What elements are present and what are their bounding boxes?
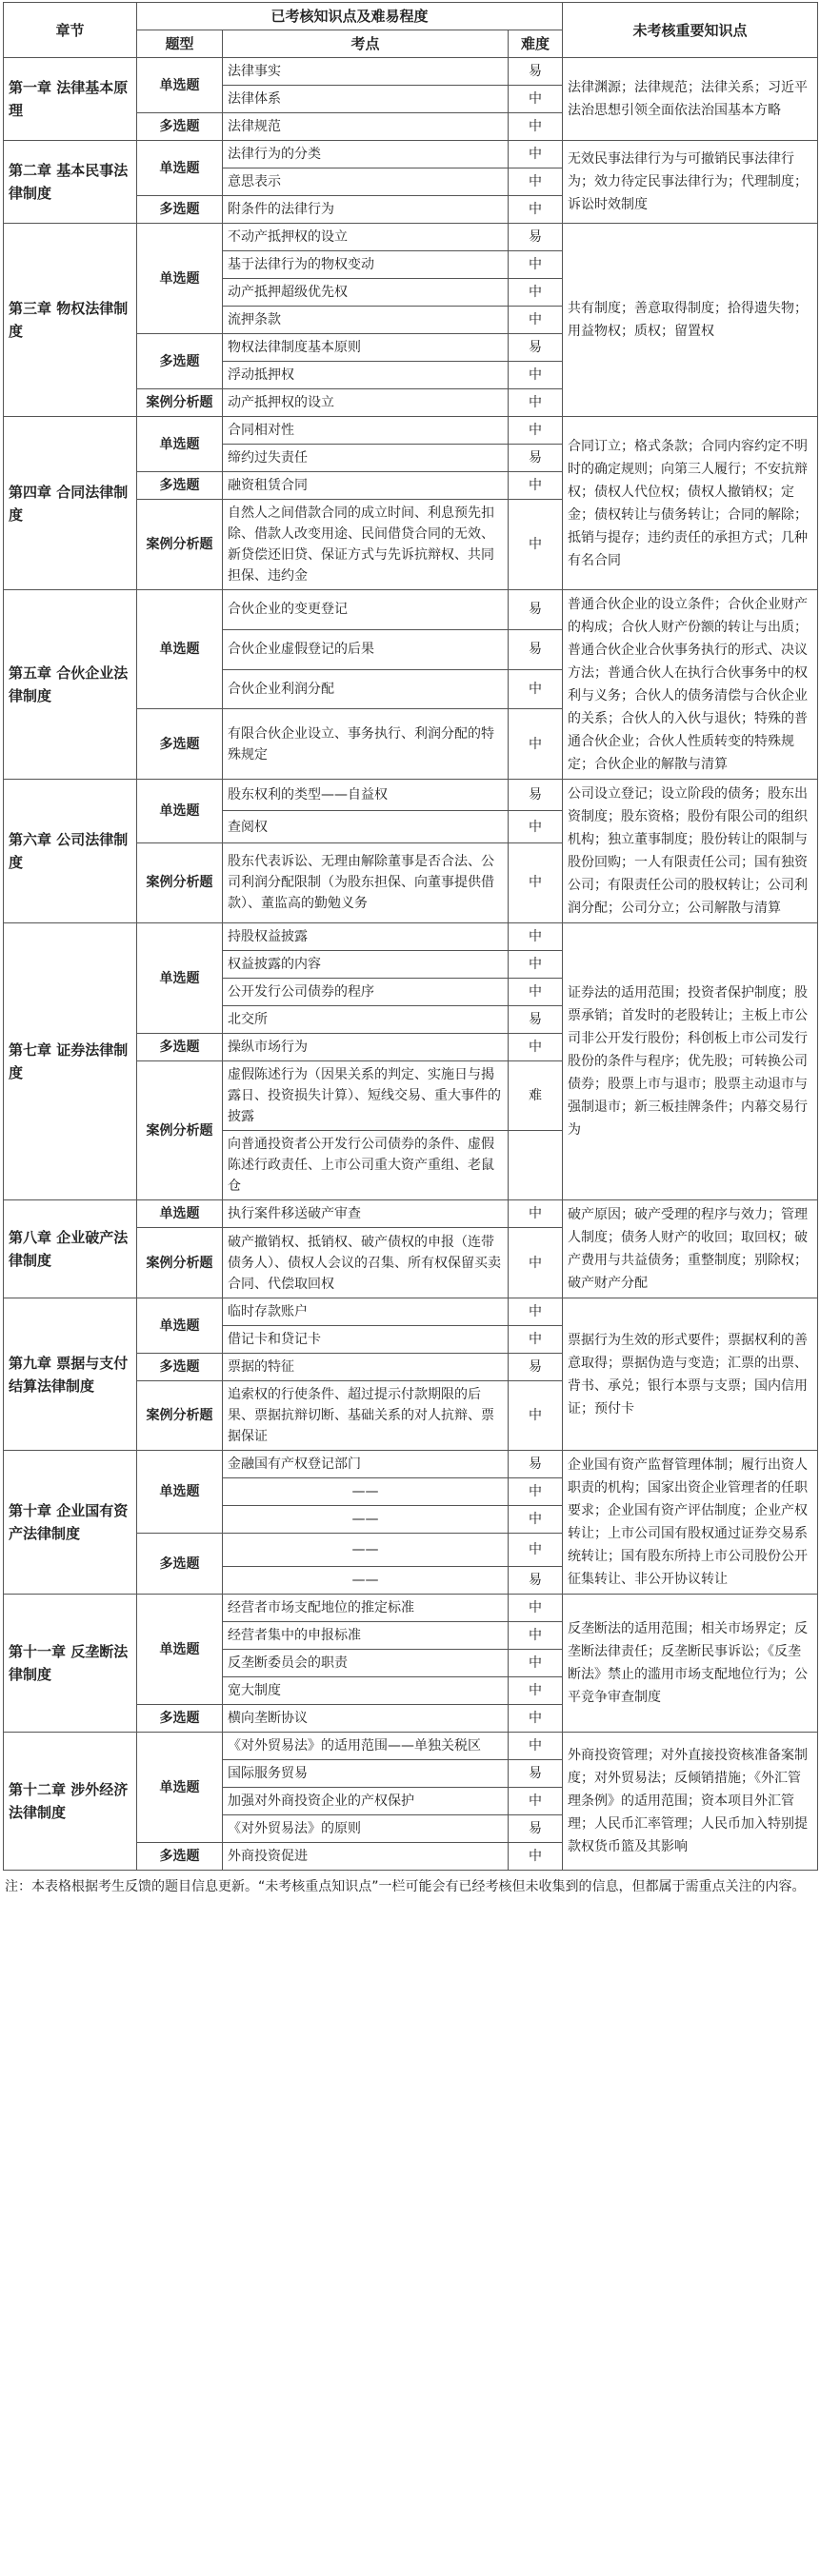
question-type: 多选题 [137,709,223,780]
chapter-name: 第八章 企业破产法律制度 [4,1200,137,1298]
difficulty: 易 [509,780,563,811]
question-type: 多选题 [137,1034,223,1061]
exam-point: 法律体系 [223,86,509,113]
question-type: 多选题 [137,1354,223,1381]
table-row [4,1298,818,1326]
difficulty: 易 [509,629,563,669]
knowledge-table [3,2,818,1871]
exam-point: 持股权益披露 [223,923,509,951]
chapter-name: 第五章 合伙企业法律制度 [4,590,137,780]
exam-point: 操纵市场行为 [223,1034,509,1061]
unexamined-points: 票据行为生效的形式要件；票据权利的善意取得；票据伪造与变造；汇票的出票、背书、承兑；银行本票与支票；国内信用证；预付卡 [563,1298,818,1451]
chapter-name: 第二章 基本民事法律制度 [4,141,137,224]
difficulty: 中 [509,1788,563,1815]
difficulty: 中 [509,1381,563,1451]
question-type: 单选题 [137,224,223,334]
footnote: 注：本表格根据考生反馈的题目信息更新。“未考核重点知识点”一栏可能会有已经考核但未收集到的信息，但都属于需重点关注的内容。 [5,1879,806,1894]
exam-point: 追索权的行使条件、超过提示付款期限的后果、票据抗辩切断、基础关系的对人抗辩、票据保证 [223,1381,509,1451]
exam-point: 借记卡和贷记卡 [223,1326,509,1354]
question-type: 多选题 [137,1534,223,1595]
knowledge-table-page [0,2,820,2576]
exam-point: 北交所 [223,1006,509,1034]
exam-point: —— [223,1478,509,1506]
exam-point: 自然人之间借款合同的成立时间、利息预先扣除、借款人改变用途、民间借贷合同的无效、新贷偿还旧贷、保证方式与先诉抗辩权、共同担保、违约金 [223,500,509,590]
unexamined-points: 破产原因；破产受理的程序与效力；管理人制度；债务人财产的收回；取回权；破产费用与共益债务；重整制度；别除权；破产财产分配 [563,1200,818,1298]
exam-point: 国际服务贸易 [223,1760,509,1788]
question-type: 单选题 [137,1298,223,1354]
chapter-name: 第一章 法律基本原理 [4,58,137,141]
difficulty: 中 [509,389,563,417]
unexamined-points: 外商投资管理；对外直接投资核准备案制度；对外贸易法；反倾销措施；《外汇管理条例》的适用范围；资本项目外汇管理；人民币汇率管理；人民币加入特别提款权货币篮及其影响 [563,1733,818,1871]
exam-point: 基于法律行为的物权变动 [223,251,509,279]
difficulty: 中 [509,279,563,307]
difficulty: 中 [509,669,563,709]
chapter-name: 第十二章 涉外经济法律制度 [4,1733,137,1871]
table-row [4,141,818,168]
table-row [4,417,818,445]
difficulty: 中 [509,979,563,1006]
exam-point: —— [223,1506,509,1534]
difficulty: 难 [509,1061,563,1131]
unexamined-points: 普通合伙企业的设立条件；合伙企业财产的构成；合伙人财产份额的转让与出质；普通合伙企业合伙事务执行的形式、决议方法；普通合伙人在执行合伙事务中的权利与义务；合伙人的债务清偿与合伙企业的关系；合伙人的入伙与退伙；特殊的普通合伙企业；合伙人性质转变的特殊规定；合伙企业的解散与清算 [563,590,818,780]
difficulty: 中 [509,141,563,168]
exam-point: 权益披露的内容 [223,951,509,979]
exam-point: 动产抵押权的设立 [223,389,509,417]
table-row [4,590,818,630]
difficulty: 中 [509,811,563,842]
exam-point: 金融国有产权登记部门 [223,1451,509,1478]
difficulty: 中 [509,1298,563,1326]
difficulty: 易 [509,1006,563,1034]
difficulty: 中 [509,1326,563,1354]
exam-point: 合伙企业虚假登记的后果 [223,629,509,669]
table-row [4,1451,818,1478]
difficulty: 中 [509,196,563,224]
exam-point: 合伙企业利润分配 [223,669,509,709]
exam-point: 法律事实 [223,58,509,86]
chapter-name: 第十一章 反垄断法律制度 [4,1595,137,1733]
exam-point: 经营者市场支配地位的推定标准 [223,1595,509,1622]
chapter-name: 第十章 企业国有资产法律制度 [4,1451,137,1595]
exam-point: 向普通投资者公开发行公司债券的条件、虚假陈述行政责任、上市公司重大资产重组、老鼠仓 [223,1131,509,1200]
question-type: 多选题 [137,113,223,141]
question-type: 多选题 [137,334,223,389]
exam-point: 反垄断委员会的职责 [223,1650,509,1677]
unexamined-points: 合同订立；格式条款；合同内容约定不明时的确定规则；向第三人履行；不安抗辩权；债权人代位权；债权人撤销权；定金；债权转让与债务转让；合同的解除；抵销与提存；违约责任的承担方式；几种有名合同 [563,417,818,590]
exam-point: 不动产抵押权的设立 [223,224,509,251]
difficulty: 中 [509,86,563,113]
header-type: 题型 [137,30,223,58]
table-row [4,58,818,86]
unexamined-points: 公司设立登记；设立阶段的债务；股东出资制度；股东资格；股份有限公司的组织机构；独立董事制度；股份转让的限制与股份回购；一人有限责任公司；国有独资公司；有限责任公司的股权转让；公司利润分配；公司分立；公司解散与清算 [563,780,818,923]
difficulty: 中 [509,307,563,334]
difficulty: 中 [509,842,563,922]
exam-point: 流押条款 [223,307,509,334]
difficulty: 易 [509,590,563,630]
difficulty: 中 [509,472,563,500]
difficulty: 中 [509,1034,563,1061]
chapter-name: 第四章 合同法律制度 [4,417,137,590]
exam-point: 物权法律制度基本原则 [223,334,509,362]
unexamined-points: 反垄断法的适用范围；相关市场界定；反垄断法律责任；反垄断民事诉讼；《反垄断法》禁止的滥用市场支配地位行为；公平竞争审查制度 [563,1595,818,1733]
difficulty: 中 [509,417,563,445]
difficulty: 易 [509,1760,563,1788]
exam-point: 票据的特征 [223,1354,509,1381]
header-difficulty: 难度 [509,30,563,58]
difficulty: 中 [509,923,563,951]
question-type: 单选题 [137,1200,223,1228]
question-type: 单选题 [137,1451,223,1534]
difficulty: 易 [509,1354,563,1381]
table-row [4,923,818,951]
difficulty: 易 [509,58,563,86]
exam-point: 合同相对性 [223,417,509,445]
chapter-name: 第九章 票据与支付结算法律制度 [4,1298,137,1451]
chapter-name: 第三章 物权法律制度 [4,224,137,417]
question-type: 多选题 [137,1843,223,1871]
exam-point: 执行案件移送破产审查 [223,1200,509,1228]
exam-point: 合伙企业的变更登记 [223,590,509,630]
difficulty: 中 [509,168,563,196]
question-type: 单选题 [137,141,223,196]
question-type: 单选题 [137,1595,223,1705]
exam-point: 股东代表诉讼、无理由解除董事是否合法、公司利润分配限制（为股东担保、向董事提供借款）、董监高的勤勉义务 [223,842,509,922]
exam-point: 临时存款账户 [223,1298,509,1326]
difficulty: 中 [509,1506,563,1534]
difficulty: 中 [509,1843,563,1871]
question-type: 单选题 [137,590,223,709]
table-row [4,1200,818,1228]
question-type: 单选题 [137,1733,223,1843]
difficulty: 中 [509,1677,563,1705]
difficulty: 中 [509,251,563,279]
chapter-name: 第七章 证券法律制度 [4,923,137,1200]
exam-point: —— [223,1534,509,1567]
table-row [4,224,818,251]
question-type: 多选题 [137,1705,223,1733]
exam-point: 有限合伙企业设立、事务执行、利润分配的特殊规定 [223,709,509,780]
exam-point: 法律规范 [223,113,509,141]
question-type: 案例分析题 [137,1228,223,1298]
question-type: 案例分析题 [137,389,223,417]
difficulty: 中 [509,1705,563,1733]
exam-point: 查阅权 [223,811,509,842]
difficulty: 易 [509,445,563,472]
unexamined-points: 证券法的适用范围；投资者保护制度；股票承销；首发时的老股转让；主板上市公司非公开发行股份；科创板上市公司发行股份的条件与程序；优先股；可转换公司债券；股票上市与退市；股票主动退市与强制退市；新三板挂牌条件；内幕交易行为 [563,923,818,1200]
difficulty: 中 [509,1478,563,1506]
difficulty: 中 [509,709,563,780]
exam-point: 加强对外商投资企业的产权保护 [223,1788,509,1815]
table-row [4,780,818,811]
difficulty: 中 [509,1650,563,1677]
difficulty: 易 [509,1815,563,1843]
exam-point: 动产抵押超级优先权 [223,279,509,307]
difficulty: 中 [509,1622,563,1650]
header-examined: 已考核知识点及难易程度 [137,3,563,30]
question-type: 案例分析题 [137,1381,223,1451]
exam-point: 附条件的法律行为 [223,196,509,224]
table-body [4,58,818,1871]
exam-point: 破产撤销权、抵销权、破产债权的申报（连带债务人）、债权人会议的召集、所有权保留买卖合同、代偿取回权 [223,1228,509,1298]
exam-point: 横向垄断协议 [223,1705,509,1733]
difficulty: 中 [509,1595,563,1622]
difficulty [509,1131,563,1200]
difficulty: 中 [509,362,563,389]
table-row [4,1595,818,1622]
exam-point: 外商投资促进 [223,1843,509,1871]
unexamined-points: 共有制度；善意取得制度；拾得遗失物；用益物权；质权；留置权 [563,224,818,417]
exam-point: 浮动抵押权 [223,362,509,389]
difficulty: 中 [509,500,563,590]
header-point: 考点 [223,30,509,58]
question-type: 案例分析题 [137,500,223,590]
exam-point: 虚假陈述行为（因果关系的判定、实施日与揭露日、投资损失计算）、短线交易、重大事件的披露 [223,1061,509,1131]
difficulty: 易 [509,224,563,251]
unexamined-points: 企业国有资产监督管理体制；履行出资人职责的机构；国家出资企业管理者的任职要求；企业国有资产评估制度；企业产权转让；上市公司国有股权通过证券交易系统转让；国有股东所持上市公司股份公开征集转让、非公开协议转让 [563,1451,818,1595]
difficulty: 中 [509,113,563,141]
question-type: 案例分析题 [137,842,223,922]
question-type: 单选题 [137,417,223,472]
exam-point: 公开发行公司债券的程序 [223,979,509,1006]
question-type: 单选题 [137,58,223,113]
difficulty: 中 [509,1200,563,1228]
question-type: 多选题 [137,196,223,224]
header-chapter: 章节 [4,3,137,58]
question-type: 单选题 [137,923,223,1034]
header-unexamined: 未考核重要知识点 [563,3,818,58]
exam-point: 宽大制度 [223,1677,509,1705]
difficulty: 中 [509,1228,563,1298]
difficulty: 中 [509,951,563,979]
exam-point: 缔约过失责任 [223,445,509,472]
exam-point: 经营者集中的申报标准 [223,1622,509,1650]
question-type: 多选题 [137,472,223,500]
difficulty: 中 [509,1534,563,1567]
difficulty: 易 [509,334,563,362]
exam-point: 融资租赁合同 [223,472,509,500]
header-row-1 [4,3,818,30]
question-type: 单选题 [137,780,223,843]
exam-point: 法律行为的分类 [223,141,509,168]
difficulty: 易 [509,1567,563,1595]
question-type: 案例分析题 [137,1061,223,1200]
unexamined-points: 无效民事法律行为与可撤销民事法律行为；效力待定民事法律行为；代理制度；诉讼时效制度 [563,141,818,224]
chapter-name: 第六章 公司法律制度 [4,780,137,923]
table-row [4,1733,818,1760]
exam-point: 股东权利的类型——自益权 [223,780,509,811]
exam-point: —— [223,1567,509,1595]
unexamined-points: 法律渊源；法律规范；法律关系；习近平法治思想引领全面依法治国基本方略 [563,58,818,141]
exam-point: 《对外贸易法》的适用范围——单独关税区 [223,1733,509,1760]
difficulty: 中 [509,1733,563,1760]
exam-point: 意思表示 [223,168,509,196]
difficulty: 易 [509,1451,563,1478]
exam-point: 《对外贸易法》的原则 [223,1815,509,1843]
